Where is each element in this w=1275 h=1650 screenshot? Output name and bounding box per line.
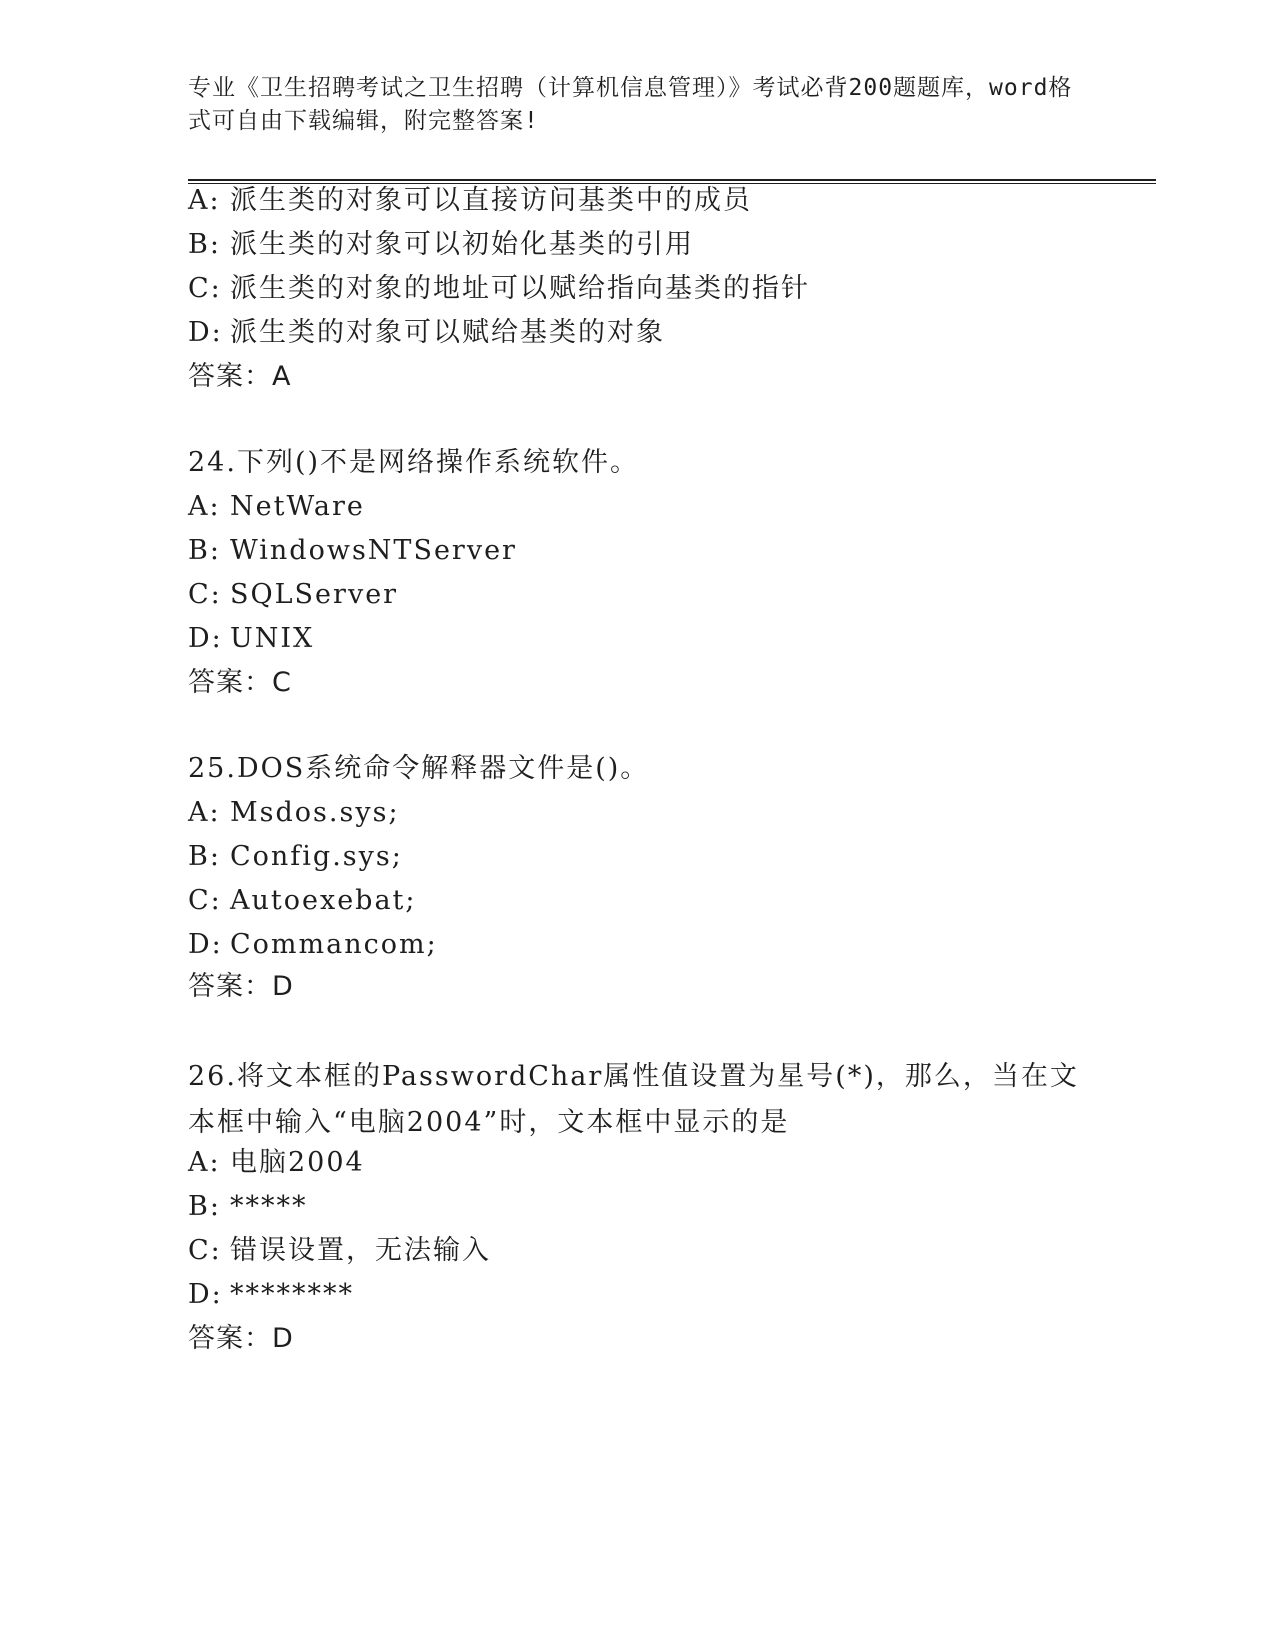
option-label: D: xyxy=(188,1279,223,1310)
option-text: Config.sys; xyxy=(230,841,403,872)
option-d xyxy=(188,1278,354,1312)
option-d xyxy=(188,622,314,656)
option-text: ******** xyxy=(230,1279,354,1310)
question-text: 26.将文本框的PasswordChar属性值设置为星号(*)，那么，当在文本框中输入“电脑2004”时，文本框中显示的是 xyxy=(188,1061,1079,1138)
option-label: C: xyxy=(188,885,222,916)
option-text: Autoexebat; xyxy=(230,885,417,916)
option-text: NetWare xyxy=(230,491,365,522)
option-label: A: xyxy=(188,1147,221,1178)
option-text: 电脑2004 xyxy=(230,1147,365,1178)
option-label: A: xyxy=(188,797,221,828)
option-label: C: xyxy=(188,273,222,304)
option-c xyxy=(188,1234,491,1268)
option-c xyxy=(188,578,398,612)
option-label: B: xyxy=(188,1191,221,1222)
option-b xyxy=(188,1190,308,1224)
option-label: B: xyxy=(188,229,221,260)
option-label: C: xyxy=(188,1235,222,1266)
option-text: Msdos.sys; xyxy=(230,797,400,828)
question-text: 24.下列()不是网络操作系统软件。 xyxy=(188,447,640,478)
option-c xyxy=(188,272,810,306)
option-text: Commancom; xyxy=(230,929,438,960)
option-text: 错误设置，无法输入 xyxy=(230,1235,491,1266)
option-text: 派生类的对象的地址可以赋给指向基类的指针 xyxy=(230,273,810,304)
option-label: A: xyxy=(188,185,221,216)
option-label: D: xyxy=(188,317,223,348)
option-text: 派生类的对象可以初始化基类的引用 xyxy=(230,229,694,260)
document-header: 专业《卫生招聘考试之卫生招聘（计算机信息管理）》考试必背200题题库，word格式可自由下载编辑，附完整答案! xyxy=(188,75,1073,134)
option-label: A: xyxy=(188,491,221,522)
option-a xyxy=(188,1146,365,1180)
option-a xyxy=(188,796,400,830)
option-a xyxy=(188,490,365,524)
option-label: D: xyxy=(188,929,223,960)
option-text: UNIX xyxy=(230,623,315,654)
option-b xyxy=(188,534,517,568)
option-label: B: xyxy=(188,841,221,872)
option-b xyxy=(188,228,694,262)
option-label: B: xyxy=(188,535,221,566)
option-text: ***** xyxy=(230,1191,308,1222)
option-text: SQLServer xyxy=(230,579,399,610)
option-d xyxy=(188,316,665,350)
option-label: D: xyxy=(188,623,223,654)
answer-line: 答案：A xyxy=(188,361,292,392)
option-text: WindowsNTServer xyxy=(230,535,517,566)
answer-line: 答案：D xyxy=(188,1323,294,1354)
option-b xyxy=(188,840,403,874)
option-d xyxy=(188,928,438,962)
option-label: C: xyxy=(188,579,222,610)
answer-line: 答案：C xyxy=(188,667,292,698)
answer-line: 答案：D xyxy=(188,971,294,1002)
option-a xyxy=(188,184,752,218)
option-text: 派生类的对象可以直接访问基类中的成员 xyxy=(230,185,752,216)
option-c xyxy=(188,884,417,918)
option-text: 派生类的对象可以赋给基类的对象 xyxy=(230,317,665,348)
question-text: 25.DOS系统命令解释器文件是()。 xyxy=(188,753,650,784)
